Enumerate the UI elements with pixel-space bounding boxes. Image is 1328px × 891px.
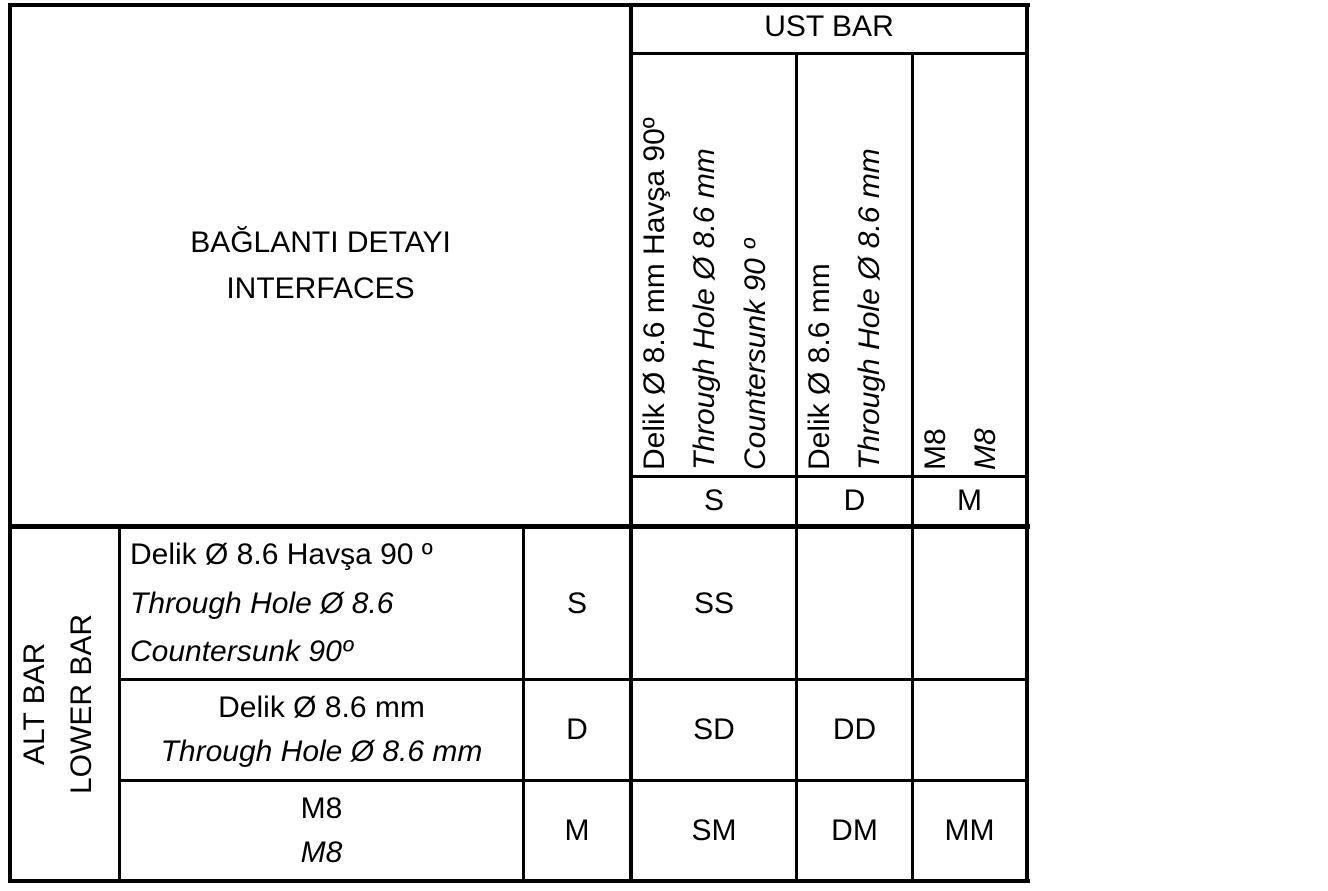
- lower-row-m-desc: [121, 782, 522, 879]
- lower-row-d-line-2: Through Hole Ø 8.6 mm: [160, 735, 483, 768]
- upper-col-d-line-2: Through Hole Ø 8.6 mm: [853, 148, 886, 470]
- upper-col-s-line-2: Through Hole Ø 8.6 mm: [688, 148, 721, 470]
- upper-col-m-line-1: M8: [919, 428, 952, 470]
- lower-row-m-code: M: [564, 813, 590, 847]
- upper-col-d-line-1: Delik Ø 8.6 mm: [803, 263, 836, 470]
- lower-row-d-code: D: [566, 713, 588, 746]
- lower-row-d-line-1: Delik Ø 8.6 mm: [218, 691, 425, 724]
- lower-row-m-line-2: M8: [300, 835, 343, 869]
- title-cell: [12, 7, 629, 524]
- ust-bar-label: UST BAR: [764, 10, 894, 43]
- table-border-bottom: [8, 879, 1030, 883]
- cell-dm: DM: [831, 813, 878, 847]
- cell-ss: SS: [693, 586, 735, 620]
- cell-sm: SM: [691, 813, 737, 847]
- cell-d-m: [914, 681, 1025, 779]
- lower-row-d-desc: [121, 681, 522, 779]
- table-border-right: [1025, 3, 1029, 883]
- title-line-1: BAĞLANTI DETAYI: [190, 225, 451, 259]
- upper-col-s-line-3: Countersunk 90 º: [739, 238, 772, 470]
- upper-code-d: D: [843, 484, 866, 517]
- cell-sd: SD: [693, 713, 735, 746]
- lower-bar-label-line-2: LOWER BAR: [65, 613, 98, 795]
- upper-col-s-line-1: Delik Ø 8.6 mm Havşa 90º: [638, 117, 671, 470]
- ust-bar-divider: [630, 52, 1028, 55]
- lower-row-s-code: S: [566, 586, 587, 620]
- lower-row-s-line-2: Through Hole Ø 8.6: [130, 586, 394, 620]
- lower-row-m-line-1: M8: [300, 791, 343, 825]
- lower-row-s-line-1: Delik Ø 8.6 Havşa 90 º: [130, 538, 433, 572]
- cell-mm: MM: [944, 813, 995, 847]
- title-line-2: INTERFACES: [226, 271, 415, 305]
- lower-bar-label-line-1: ALT BAR: [18, 642, 51, 766]
- lower-row-s-desc: [130, 530, 520, 678]
- lower-row-s-line-3: Countersunk 90º: [130, 635, 353, 669]
- cell-dd: DD: [832, 713, 877, 746]
- cell-s-m: [914, 529, 1025, 678]
- upper-code-m: M: [957, 484, 982, 517]
- cell-s-d: [798, 529, 911, 678]
- upper-col-m-line-2: M8: [969, 428, 1002, 470]
- upper-code-s: S: [703, 484, 724, 517]
